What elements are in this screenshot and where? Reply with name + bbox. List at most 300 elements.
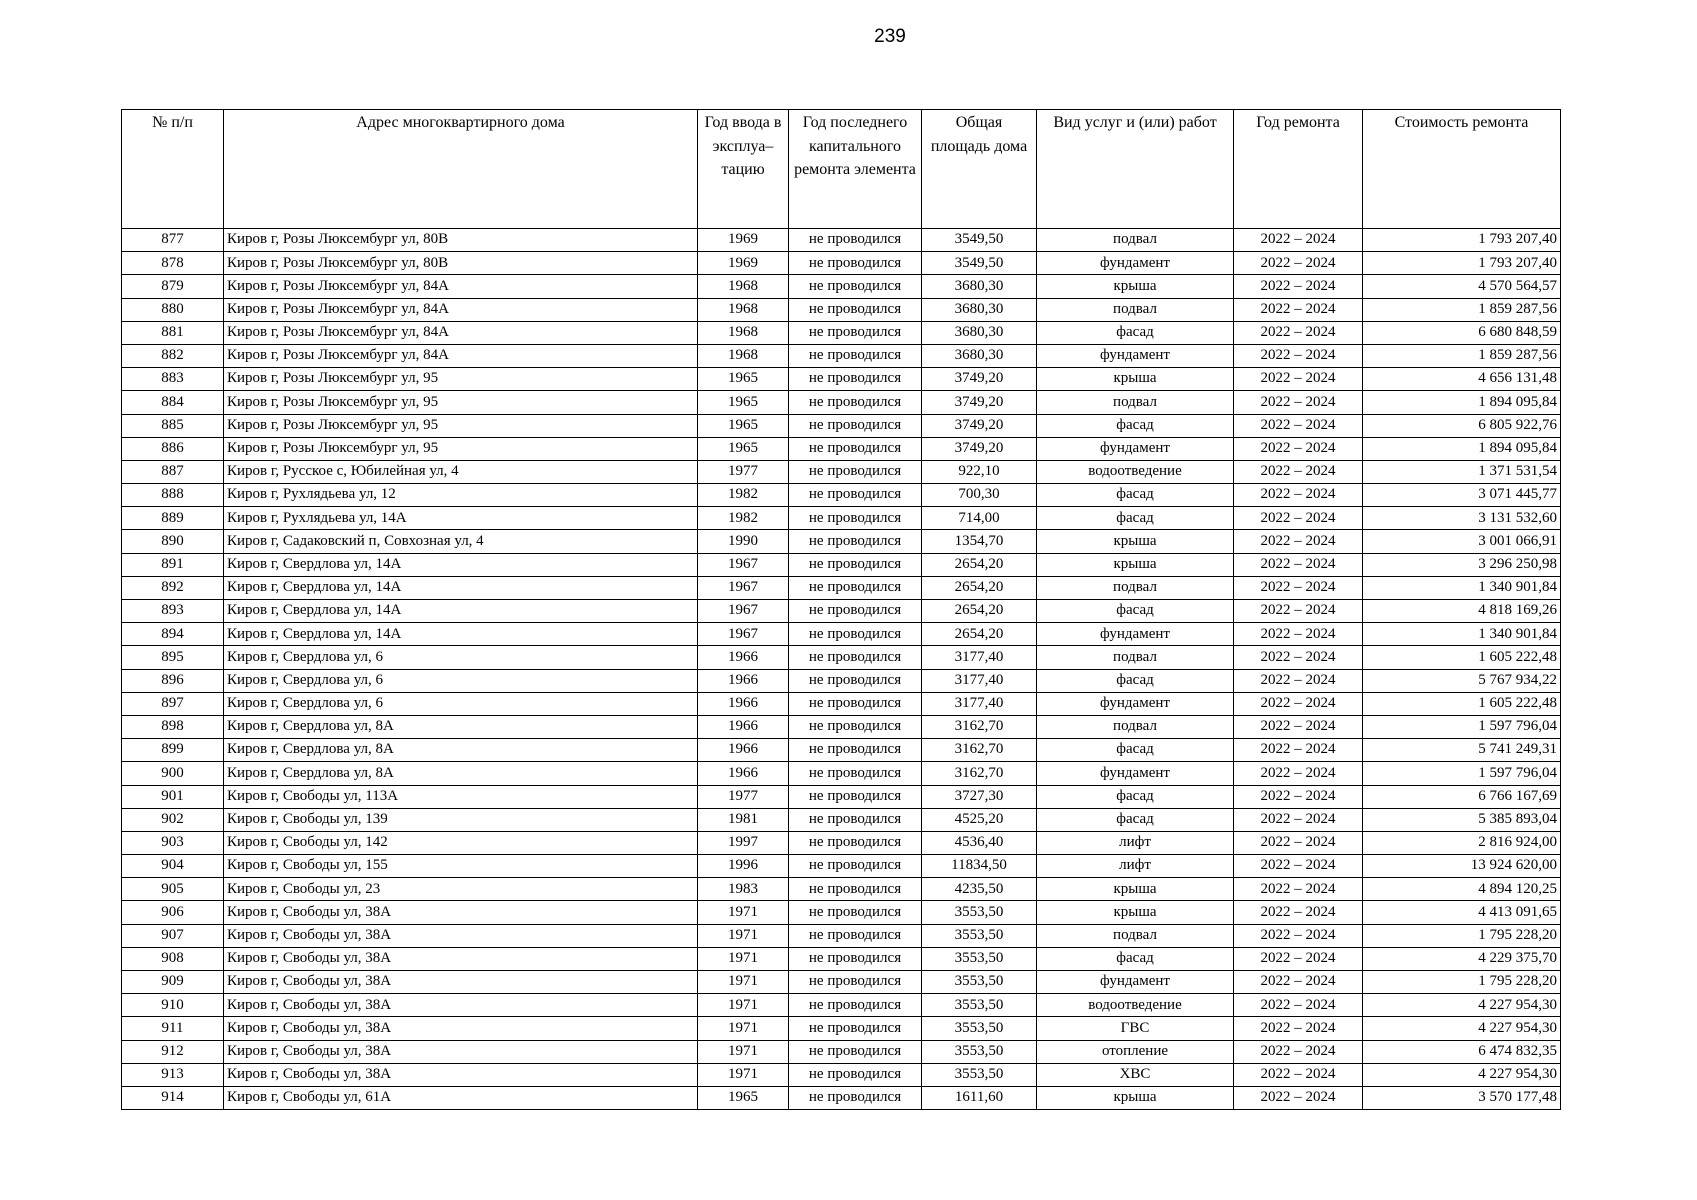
cell-year-built: 1971 — [698, 971, 789, 994]
cell-address: Киров г, Розы Люксембург ул, 84А — [224, 321, 698, 344]
cell-last-repair: не проводился — [789, 855, 922, 878]
table-row — [122, 229, 1561, 252]
cell-area: 11834,50 — [922, 855, 1037, 878]
page-number: 239 — [874, 26, 906, 47]
cell-work-type: крыша — [1037, 368, 1234, 391]
cell-repair-year: 2022 – 2024 — [1234, 715, 1363, 738]
cell-year-built: 1977 — [698, 460, 789, 483]
cell-cost: 6 805 922,76 — [1363, 414, 1561, 437]
cell-num: 889 — [122, 507, 224, 530]
cell-year-built: 1965 — [698, 1086, 789, 1109]
cell-address: Киров г, Розы Люксембург ул, 80В — [224, 229, 698, 252]
cell-num: 893 — [122, 600, 224, 623]
cell-address: Киров г, Розы Люксембург ул, 84А — [224, 275, 698, 298]
cell-year-built: 1982 — [698, 507, 789, 530]
table-row — [122, 762, 1561, 785]
cell-year-built: 1966 — [698, 692, 789, 715]
cell-num: 908 — [122, 947, 224, 970]
cell-area: 3680,30 — [922, 321, 1037, 344]
table-row — [122, 252, 1561, 275]
cell-work-type: отопление — [1037, 1040, 1234, 1063]
cell-year-built: 1965 — [698, 368, 789, 391]
cell-repair-year: 2022 – 2024 — [1234, 1063, 1363, 1086]
cell-work-type: подвал — [1037, 646, 1234, 669]
cell-area: 3553,50 — [922, 901, 1037, 924]
cell-repair-year: 2022 – 2024 — [1234, 344, 1363, 367]
cell-work-type: водоотведение — [1037, 994, 1234, 1017]
cell-repair-year: 2022 – 2024 — [1234, 1086, 1363, 1109]
cell-cost: 4 227 954,30 — [1363, 1063, 1561, 1086]
cell-cost: 3 296 250,98 — [1363, 553, 1561, 576]
cell-last-repair: не проводился — [789, 275, 922, 298]
cell-num: 883 — [122, 368, 224, 391]
cell-address: Киров г, Свердлова ул, 14А — [224, 623, 698, 646]
table-row — [122, 368, 1561, 391]
table-row — [122, 1063, 1561, 1086]
cell-repair-year: 2022 – 2024 — [1234, 669, 1363, 692]
cell-repair-year: 2022 – 2024 — [1234, 855, 1363, 878]
cell-area: 1611,60 — [922, 1086, 1037, 1109]
cell-area: 3727,30 — [922, 785, 1037, 808]
cell-address: Киров г, Свердлова ул, 6 — [224, 669, 698, 692]
cell-num: 899 — [122, 739, 224, 762]
cell-area: 2654,20 — [922, 600, 1037, 623]
table-row — [122, 460, 1561, 483]
cell-num: 895 — [122, 646, 224, 669]
cell-area: 4525,20 — [922, 808, 1037, 831]
cell-num: 888 — [122, 484, 224, 507]
cell-cost: 4 894 120,25 — [1363, 878, 1561, 901]
cell-num: 890 — [122, 530, 224, 553]
cell-num: 884 — [122, 391, 224, 414]
cell-num: 886 — [122, 437, 224, 460]
cell-year-built: 1965 — [698, 391, 789, 414]
cell-year-built: 1969 — [698, 229, 789, 252]
cell-work-type: фасад — [1037, 785, 1234, 808]
cell-num: 900 — [122, 762, 224, 785]
cell-address: Киров г, Свердлова ул, 14А — [224, 576, 698, 599]
cell-cost: 4 413 091,65 — [1363, 901, 1561, 924]
cell-repair-year: 2022 – 2024 — [1234, 692, 1363, 715]
cell-address: Киров г, Рухлядьева ул, 12 — [224, 484, 698, 507]
table-body — [122, 229, 1561, 1110]
cell-area: 3553,50 — [922, 994, 1037, 1017]
cell-area: 2654,20 — [922, 576, 1037, 599]
cell-area: 714,00 — [922, 507, 1037, 530]
cell-cost: 1 605 222,48 — [1363, 692, 1561, 715]
cell-work-type: фасад — [1037, 321, 1234, 344]
header-year-built: Год ввода в эксплуа–тацию — [698, 110, 789, 229]
cell-address: Киров г, Розы Люксембург ул, 95 — [224, 391, 698, 414]
cell-work-type: фундамент — [1037, 762, 1234, 785]
cell-year-built: 1971 — [698, 994, 789, 1017]
cell-num: 894 — [122, 623, 224, 646]
cell-last-repair: не проводился — [789, 808, 922, 831]
cell-year-built: 1968 — [698, 321, 789, 344]
cell-area: 2654,20 — [922, 623, 1037, 646]
cell-address: Киров г, Свободы ул, 142 — [224, 831, 698, 854]
table-row — [122, 344, 1561, 367]
cell-num: 881 — [122, 321, 224, 344]
table-row — [122, 831, 1561, 854]
cell-address: Киров г, Розы Люксембург ул, 80В — [224, 252, 698, 275]
cell-work-type: крыша — [1037, 1086, 1234, 1109]
table-row — [122, 484, 1561, 507]
header-address: Адрес многоквартирного дома — [224, 110, 698, 229]
cell-repair-year: 2022 – 2024 — [1234, 785, 1363, 808]
cell-work-type: фундамент — [1037, 437, 1234, 460]
cell-num: 911 — [122, 1017, 224, 1040]
cell-work-type: ХВС — [1037, 1063, 1234, 1086]
cell-repair-year: 2022 – 2024 — [1234, 994, 1363, 1017]
cell-area: 3553,50 — [922, 1040, 1037, 1063]
cell-year-built: 1967 — [698, 600, 789, 623]
cell-num: 882 — [122, 344, 224, 367]
table-row — [122, 275, 1561, 298]
cell-repair-year: 2022 – 2024 — [1234, 229, 1363, 252]
table-row — [122, 1040, 1561, 1063]
cell-last-repair: не проводился — [789, 507, 922, 530]
cell-address: Киров г, Розы Люксембург ул, 95 — [224, 437, 698, 460]
cell-repair-year: 2022 – 2024 — [1234, 623, 1363, 646]
cell-work-type: ГВС — [1037, 1017, 1234, 1040]
cell-work-type: фундамент — [1037, 692, 1234, 715]
cell-area: 3553,50 — [922, 971, 1037, 994]
cell-year-built: 1967 — [698, 576, 789, 599]
cell-address: Киров г, Свердлова ул, 8А — [224, 739, 698, 762]
cell-year-built: 1983 — [698, 878, 789, 901]
cell-last-repair: не проводился — [789, 437, 922, 460]
cell-repair-year: 2022 – 2024 — [1234, 831, 1363, 854]
table-row — [122, 947, 1561, 970]
header-cost: Стоимость ремонта — [1363, 110, 1561, 229]
cell-address: Киров г, Свердлова ул, 6 — [224, 646, 698, 669]
cell-cost: 5 385 893,04 — [1363, 808, 1561, 831]
cell-address: Киров г, Свободы ул, 38А — [224, 924, 698, 947]
cell-repair-year: 2022 – 2024 — [1234, 460, 1363, 483]
cell-repair-year: 2022 – 2024 — [1234, 924, 1363, 947]
cell-cost: 1 371 531,54 — [1363, 460, 1561, 483]
cell-last-repair: не проводился — [789, 785, 922, 808]
cell-year-built: 1966 — [698, 739, 789, 762]
cell-area: 3553,50 — [922, 947, 1037, 970]
cell-cost: 3 570 177,48 — [1363, 1086, 1561, 1109]
cell-cost: 5 767 934,22 — [1363, 669, 1561, 692]
cell-work-type: фасад — [1037, 669, 1234, 692]
table-header-row — [122, 110, 1561, 229]
cell-num: 896 — [122, 669, 224, 692]
cell-work-type: лифт — [1037, 831, 1234, 854]
cell-year-built: 1966 — [698, 715, 789, 738]
cell-work-type: фасад — [1037, 507, 1234, 530]
cell-repair-year: 2022 – 2024 — [1234, 878, 1363, 901]
cell-year-built: 1965 — [698, 414, 789, 437]
cell-area: 700,30 — [922, 484, 1037, 507]
cell-last-repair: не проводился — [789, 321, 922, 344]
cell-last-repair: не проводился — [789, 1063, 922, 1086]
cell-num: 898 — [122, 715, 224, 738]
cell-cost: 1 793 207,40 — [1363, 252, 1561, 275]
cell-year-built: 1977 — [698, 785, 789, 808]
cell-work-type: фасад — [1037, 808, 1234, 831]
cell-area: 3177,40 — [922, 669, 1037, 692]
cell-year-built: 1982 — [698, 484, 789, 507]
cell-cost: 1 597 796,04 — [1363, 715, 1561, 738]
cell-cost: 1 605 222,48 — [1363, 646, 1561, 669]
table-row — [122, 600, 1561, 623]
cell-year-built: 1966 — [698, 669, 789, 692]
cell-num: 878 — [122, 252, 224, 275]
cell-address: Киров г, Розы Люксембург ул, 84А — [224, 298, 698, 321]
cell-cost: 1 795 228,20 — [1363, 924, 1561, 947]
cell-last-repair: не проводился — [789, 739, 922, 762]
table-row — [122, 437, 1561, 460]
cell-repair-year: 2022 – 2024 — [1234, 507, 1363, 530]
cell-address: Киров г, Свердлова ул, 8А — [224, 762, 698, 785]
cell-year-built: 1967 — [698, 623, 789, 646]
table-row — [122, 1017, 1561, 1040]
cell-work-type: фасад — [1037, 947, 1234, 970]
cell-repair-year: 2022 – 2024 — [1234, 901, 1363, 924]
cell-last-repair: не проводился — [789, 831, 922, 854]
cell-work-type: крыша — [1037, 275, 1234, 298]
cell-repair-year: 2022 – 2024 — [1234, 947, 1363, 970]
cell-year-built: 1971 — [698, 1017, 789, 1040]
cell-work-type: подвал — [1037, 924, 1234, 947]
cell-area: 3177,40 — [922, 692, 1037, 715]
cell-repair-year: 2022 – 2024 — [1234, 275, 1363, 298]
cell-last-repair: не проводился — [789, 924, 922, 947]
header-area: Общая площадь дома — [922, 110, 1037, 229]
cell-area: 3749,20 — [922, 414, 1037, 437]
cell-work-type: фасад — [1037, 484, 1234, 507]
cell-work-type: фундамент — [1037, 623, 1234, 646]
cell-last-repair: не проводился — [789, 971, 922, 994]
cell-area: 3680,30 — [922, 275, 1037, 298]
cell-num: 892 — [122, 576, 224, 599]
cell-last-repair: не проводился — [789, 391, 922, 414]
cell-cost: 6 474 832,35 — [1363, 1040, 1561, 1063]
cell-work-type: крыша — [1037, 878, 1234, 901]
cell-cost: 4 227 954,30 — [1363, 994, 1561, 1017]
table-row — [122, 715, 1561, 738]
table-row — [122, 971, 1561, 994]
table-row — [122, 924, 1561, 947]
cell-cost: 6 680 848,59 — [1363, 321, 1561, 344]
cell-num: 909 — [122, 971, 224, 994]
cell-last-repair: не проводился — [789, 646, 922, 669]
cell-year-built: 1996 — [698, 855, 789, 878]
cell-work-type: подвал — [1037, 576, 1234, 599]
cell-address: Киров г, Рухлядьева ул, 14А — [224, 507, 698, 530]
cell-repair-year: 2022 – 2024 — [1234, 646, 1363, 669]
table-row — [122, 855, 1561, 878]
table-row — [122, 507, 1561, 530]
cell-address: Киров г, Садаковский п, Совхозная ул, 4 — [224, 530, 698, 553]
cell-repair-year: 2022 – 2024 — [1234, 484, 1363, 507]
table-row — [122, 321, 1561, 344]
cell-area: 3553,50 — [922, 1017, 1037, 1040]
cell-work-type: подвал — [1037, 229, 1234, 252]
cell-num: 887 — [122, 460, 224, 483]
cell-num: 910 — [122, 994, 224, 1017]
cell-repair-year: 2022 – 2024 — [1234, 414, 1363, 437]
cell-repair-year: 2022 – 2024 — [1234, 368, 1363, 391]
cell-area: 922,10 — [922, 460, 1037, 483]
cell-last-repair: не проводился — [789, 692, 922, 715]
cell-last-repair: не проводился — [789, 414, 922, 437]
cell-area: 1354,70 — [922, 530, 1037, 553]
table-row — [122, 808, 1561, 831]
cell-cost: 5 741 249,31 — [1363, 739, 1561, 762]
cell-cost: 13 924 620,00 — [1363, 855, 1561, 878]
cell-address: Киров г, Розы Люксембург ул, 95 — [224, 414, 698, 437]
cell-work-type: водоотведение — [1037, 460, 1234, 483]
cell-address: Киров г, Свердлова ул, 6 — [224, 692, 698, 715]
cell-address: Киров г, Свободы ул, 38А — [224, 947, 698, 970]
cell-last-repair: не проводился — [789, 368, 922, 391]
cell-area: 3680,30 — [922, 298, 1037, 321]
cell-repair-year: 2022 – 2024 — [1234, 576, 1363, 599]
cell-area: 3162,70 — [922, 715, 1037, 738]
cell-last-repair: не проводился — [789, 1040, 922, 1063]
cell-cost: 3 071 445,77 — [1363, 484, 1561, 507]
cell-last-repair: не проводился — [789, 484, 922, 507]
cell-last-repair: не проводился — [789, 947, 922, 970]
header-repair-year: Год ремонта — [1234, 110, 1363, 229]
cell-address: Киров г, Свободы ул, 38А — [224, 1040, 698, 1063]
cell-work-type: фундамент — [1037, 344, 1234, 367]
cell-num: 914 — [122, 1086, 224, 1109]
cell-area: 4536,40 — [922, 831, 1037, 854]
cell-cost: 1 340 901,84 — [1363, 623, 1561, 646]
cell-area: 3553,50 — [922, 924, 1037, 947]
cell-work-type: крыша — [1037, 530, 1234, 553]
table-row — [122, 576, 1561, 599]
cell-last-repair: не проводился — [789, 600, 922, 623]
cell-address: Киров г, Свободы ул, 113А — [224, 785, 698, 808]
cell-num: 907 — [122, 924, 224, 947]
table-row — [122, 739, 1561, 762]
cell-num: 903 — [122, 831, 224, 854]
cell-num: 905 — [122, 878, 224, 901]
cell-repair-year: 2022 – 2024 — [1234, 252, 1363, 275]
cell-last-repair: не проводился — [789, 1086, 922, 1109]
cell-num: 901 — [122, 785, 224, 808]
cell-work-type: фундамент — [1037, 971, 1234, 994]
cell-last-repair: не проводился — [789, 298, 922, 321]
table-row — [122, 901, 1561, 924]
table-row — [122, 646, 1561, 669]
cell-repair-year: 2022 – 2024 — [1234, 437, 1363, 460]
cell-work-type: крыша — [1037, 553, 1234, 576]
cell-area: 3680,30 — [922, 344, 1037, 367]
header-work-type: Вид услуг и (или) работ — [1037, 110, 1234, 229]
table-row — [122, 414, 1561, 437]
cell-last-repair: не проводился — [789, 901, 922, 924]
cell-year-built: 1971 — [698, 924, 789, 947]
cell-cost: 1 597 796,04 — [1363, 762, 1561, 785]
table-row — [122, 994, 1561, 1017]
cell-cost: 2 816 924,00 — [1363, 831, 1561, 854]
cell-num: 880 — [122, 298, 224, 321]
cell-address: Киров г, Свердлова ул, 14А — [224, 600, 698, 623]
cell-area: 3162,70 — [922, 739, 1037, 762]
cell-repair-year: 2022 – 2024 — [1234, 808, 1363, 831]
cell-repair-year: 2022 – 2024 — [1234, 1017, 1363, 1040]
header-last-repair: Год последнего капитального ремонта элемента — [789, 110, 922, 229]
cell-cost: 1 793 207,40 — [1363, 229, 1561, 252]
cell-cost: 1 894 095,84 — [1363, 391, 1561, 414]
table-row — [122, 530, 1561, 553]
cell-repair-year: 2022 – 2024 — [1234, 530, 1363, 553]
table-row — [122, 553, 1561, 576]
cell-work-type: лифт — [1037, 855, 1234, 878]
cell-work-type: подвал — [1037, 391, 1234, 414]
cell-repair-year: 2022 – 2024 — [1234, 739, 1363, 762]
cell-year-built: 1990 — [698, 530, 789, 553]
cell-address: Киров г, Свердлова ул, 14А — [224, 553, 698, 576]
cell-work-type: крыша — [1037, 901, 1234, 924]
cell-last-repair: не проводился — [789, 1017, 922, 1040]
cell-work-type: фундамент — [1037, 252, 1234, 275]
cell-year-built: 1965 — [698, 437, 789, 460]
cell-cost: 4 229 375,70 — [1363, 947, 1561, 970]
cell-address: Киров г, Розы Люксембург ул, 95 — [224, 368, 698, 391]
cell-num: 897 — [122, 692, 224, 715]
cell-num: 877 — [122, 229, 224, 252]
cell-last-repair: не проводился — [789, 553, 922, 576]
cell-num: 913 — [122, 1063, 224, 1086]
cell-area: 3749,20 — [922, 368, 1037, 391]
cell-year-built: 1968 — [698, 344, 789, 367]
cell-work-type: подвал — [1037, 715, 1234, 738]
cell-year-built: 1981 — [698, 808, 789, 831]
cell-address: Киров г, Свободы ул, 38А — [224, 994, 698, 1017]
cell-repair-year: 2022 – 2024 — [1234, 971, 1363, 994]
cell-address: Киров г, Свободы ул, 139 — [224, 808, 698, 831]
cell-last-repair: не проводился — [789, 669, 922, 692]
cell-year-built: 1968 — [698, 298, 789, 321]
cell-cost: 1 340 901,84 — [1363, 576, 1561, 599]
cell-area: 3177,40 — [922, 646, 1037, 669]
cell-work-type: подвал — [1037, 298, 1234, 321]
cell-address: Киров г, Свободы ул, 61А — [224, 1086, 698, 1109]
cell-area: 3553,50 — [922, 1063, 1037, 1086]
cell-year-built: 1968 — [698, 275, 789, 298]
cell-address: Киров г, Розы Люксембург ул, 84А — [224, 344, 698, 367]
cell-repair-year: 2022 – 2024 — [1234, 298, 1363, 321]
cell-last-repair: не проводился — [789, 576, 922, 599]
cell-cost: 4 227 954,30 — [1363, 1017, 1561, 1040]
cell-address: Киров г, Русское с, Юбилейная ул, 4 — [224, 460, 698, 483]
cell-repair-year: 2022 – 2024 — [1234, 321, 1363, 344]
cell-year-built: 1971 — [698, 1040, 789, 1063]
cell-last-repair: не проводился — [789, 715, 922, 738]
table-row — [122, 669, 1561, 692]
table-row — [122, 878, 1561, 901]
cell-work-type: фасад — [1037, 739, 1234, 762]
cell-num: 912 — [122, 1040, 224, 1063]
repair-registry-table — [121, 109, 1561, 1110]
cell-num: 906 — [122, 901, 224, 924]
cell-year-built: 1971 — [698, 947, 789, 970]
cell-cost: 4 818 169,26 — [1363, 600, 1561, 623]
cell-area: 2654,20 — [922, 553, 1037, 576]
table-row — [122, 623, 1561, 646]
cell-address: Киров г, Свободы ул, 38А — [224, 1063, 698, 1086]
cell-cost: 1 859 287,56 — [1363, 298, 1561, 321]
